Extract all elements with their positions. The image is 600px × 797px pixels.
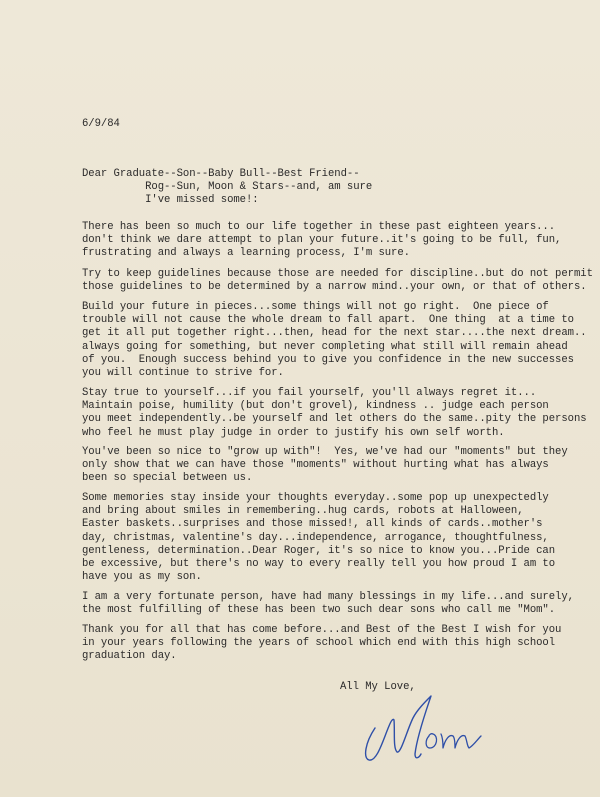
paragraph-1: [82, 221, 592, 261]
paragraph-line: be excessive, but there's no way to every really tell you how proud I am to: [82, 558, 556, 571]
signature-stroke: [441, 734, 481, 748]
paragraph-line: I am a very fortunate person, have had many blessings in my life...and surely,: [82, 591, 574, 603]
paragraph-line: gentleness, determination..Dear Roger, it's so nice to know you...Pride can: [82, 544, 556, 557]
paragraph-line: the most fulfilling of these has been two such dear sons who call me "Mom".: [82, 604, 556, 617]
letter-date: [82, 118, 592, 131]
paragraph-line: in your years following the years of school which end with this high school: [82, 637, 556, 650]
paragraph-line: and bring about smiles in remembering..hug cards, robots at Halloween,: [82, 505, 524, 518]
paragraph-line: trouble will not cause the whole dream to fall apart. One thing at a time to: [82, 314, 574, 327]
salutation-line: Dear Graduate--Son--Baby Bull--Best Friend--: [82, 168, 360, 180]
paragraph-7: [82, 591, 592, 617]
paragraph-line: Thank you for all that has come before...and Best of the Best I wish for you: [82, 624, 562, 636]
paragraph-4: [82, 387, 592, 440]
paragraph-line: you meet independently..be yourself and let others do the same..pity the persons: [82, 413, 587, 426]
paragraph-line: who feel he must play judge in order to justify his own self worth.: [82, 426, 505, 439]
signature-stroke: [426, 734, 436, 748]
paragraph-line: Build your future in pieces...some things will not go right. One piece of: [82, 301, 549, 313]
paragraph-line: of you. Enough success behind you to give you confidence in the new successes: [82, 353, 574, 366]
paragraph-line: Try to keep guidelines because those are needed for discipline..but do not permit: [82, 268, 593, 280]
paragraph-line: graduation day.: [82, 650, 177, 663]
paragraph-line: Maintain poise, humility (but don't grovel), kindness .. judge each person: [82, 400, 549, 413]
paragraph-2: [82, 268, 592, 294]
salutation-line: I've missed some!:: [82, 194, 259, 207]
salutation: [82, 168, 592, 208]
paragraph-line: have you as my son.: [82, 571, 202, 584]
paragraph-8: [82, 624, 592, 664]
paragraph-line: Easter baskets..surprises and those missed!, all kinds of cards..mother's: [82, 518, 543, 531]
paragraph-line: day, christmas, valentine's day...independence, arrogance, thoughtfulness,: [82, 531, 549, 544]
paragraph-3: [82, 301, 592, 380]
salutation-line: Rog--Sun, Moon & Stars--and, am sure: [82, 181, 373, 194]
paragraph-5: [82, 446, 592, 486]
paragraph-line: you will continue to strive for.: [82, 367, 284, 380]
paragraph-line: been so special between us.: [82, 472, 253, 485]
paragraph-6: [82, 492, 592, 584]
paragraph-line: those guidelines to be determined by a narrow mind..your own, or that of others.: [82, 281, 587, 294]
paragraph-line: only show that we can have those "moments" without hurting what has always: [82, 459, 549, 472]
paragraph-line: You've been so nice to "grow up with"! Yes, we've had our "moments" but they: [82, 446, 568, 458]
paragraph-line: get it all put together right...then, head for the next star....the next dream..: [82, 327, 587, 340]
paragraph-line: There has been so much to our life together in these past eighteen years...: [82, 221, 556, 233]
paragraph-line: Stay true to yourself...if you fail yourself, you'll always regret it...: [82, 387, 537, 399]
paragraph-line: Some memories stay inside your thoughts everyday..some pop up unexpectedly: [82, 492, 549, 504]
paragraph-line: don't think we dare attempt to plan your future..it's going to be full, fun,: [82, 234, 562, 247]
closing-text: All My Love,: [340, 681, 416, 693]
signature-stroke: [366, 696, 431, 760]
paragraph-line: always going for something, but never completing what still will remain ahead: [82, 340, 568, 353]
paragraph-line: frustrating and always a learning process, I'm sure.: [82, 247, 410, 260]
signature-mom: [355, 688, 495, 778]
date-text: 6/9/84: [82, 118, 120, 130]
